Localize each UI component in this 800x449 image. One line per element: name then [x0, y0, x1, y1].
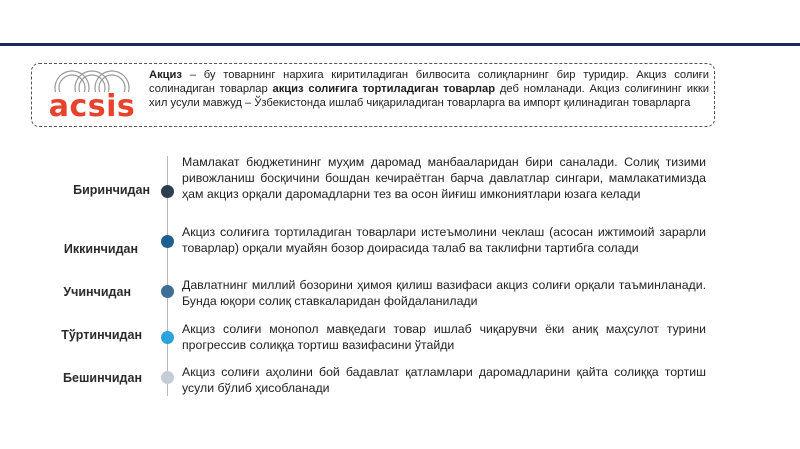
definition-part2: деб номланади. Акциз солиғининг икки хил усули мавжуд – Ўзбекистонда ишлаб чиқариладиган товарларга ва импорт қилинадиган товарларга: [149, 83, 709, 110]
timeline-dot-4: [161, 331, 174, 344]
svg-text:acsis: acsis: [48, 89, 136, 124]
item-text-4: Акциз солиғи монопол мавқедаги товар ишлаб чиқарувчи ёки аниқ маҳсулот турини прогрессив солиққа тортиш вазифасини ўтайди: [182, 322, 706, 352]
definition-text: [149, 68, 709, 111]
acsis-logo: [42, 66, 142, 124]
timeline-dot-1: [161, 185, 174, 198]
timeline-dot-3: [161, 285, 174, 298]
header-rule: [0, 43, 800, 46]
timeline-dot-5: [161, 371, 174, 384]
ordinal-4: Тўртинчидан: [61, 328, 142, 342]
timeline-dot-2: [161, 235, 174, 248]
ordinal-5: Бешинчидан: [63, 371, 142, 385]
item-text-2: Акциз солиғига тортиладиган товарлари истеъмолини чеклаш (асосан ижтимоий зарарли товарлар) орқали муайян бозор доирасида талаб ва таклифни тартибга солади: [182, 225, 706, 255]
ordinal-1: Биринчидан: [73, 183, 150, 197]
definition-part1: – бу товарнинг нархига киритиладиган билвосита солиқларнинг бир туридир. Акциз солиғи солинадиган товарлар: [149, 69, 709, 96]
ordinal-2: Иккинчидан: [63, 242, 138, 256]
item-text-1: Мамлакат бюджетининг муҳим даромад манбааларидан бири саналади. Солиқ тизими ривожланиш босқичини бошдан кечираётган барча давлатлар сингари, мамлакатимизда ҳам акциз орқали даромадларни тез ва осон йиғиш имкониятлари юзага келади: [182, 155, 706, 201]
definition-bold-phrase: акциз солиғига тортиладиган товарлар: [272, 83, 496, 96]
item-text-3: Давлатнинг миллий бозорини ҳимоя қилиш вазифаси акциз солиғи орқали таъминланади. Бунда юқори солиқ ставкаларидан фойдаланилади: [182, 278, 706, 308]
definition-term: Акциз: [149, 69, 182, 81]
ordinal-3: Учинчидан: [63, 285, 131, 299]
definition-box: [31, 63, 715, 127]
item-text-5: Акциз солиғи аҳолини бой бадавлат қатламлари даромадларини қайта солиққа тортиш усули бўлиб ҳисобланади: [182, 365, 706, 395]
